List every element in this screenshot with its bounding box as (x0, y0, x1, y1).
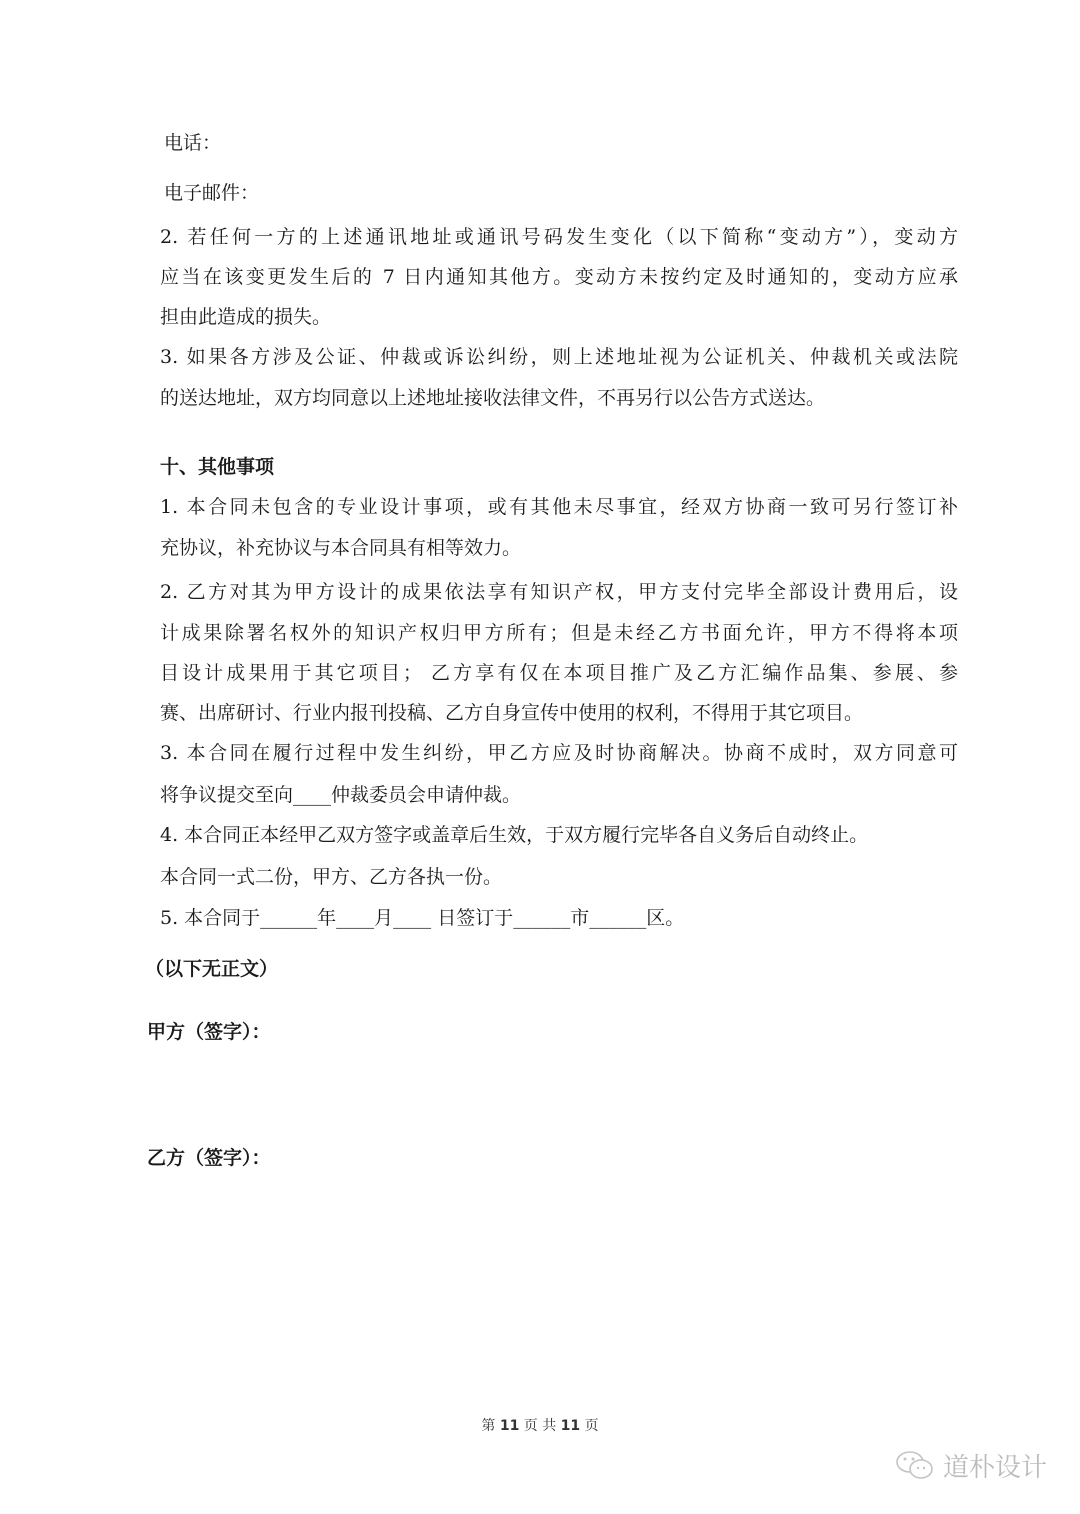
clause-10-2-line: 计成果除署名权外的知识产权归甲方所有；但是未经乙方书面允许，甲方不得将本项 (160, 622, 958, 644)
party-a-signature-label: 甲方（签字）： (147, 1021, 271, 1043)
total-pages: 11 (560, 1418, 581, 1434)
clause-10-2-line: 2. 乙方对其为甲方设计的成果依法享有知识产权，甲方支付完毕全部设计费用后，设 (160, 581, 958, 603)
clause-9-3-line: 的送达地址，双方均同意以上述地址接收法律文件，不再另行以公告方式送达。 (160, 387, 826, 409)
clause-10-1-line: 1. 本合同未包含的专业设计事项，或有其他未尽事宜，经双方协商一致可另行签订补 (160, 496, 958, 518)
page-footer (0, 1415, 1080, 1435)
watermark-text: 道朴设计 (943, 1453, 1048, 1483)
clause-10-3-line: 3. 本合同在履行过程中发生纠纷，甲乙方应及时协商解决。协商不成时，双方同意可 (160, 742, 958, 764)
clause-9-2-line: 2. 若任何一方的上述通讯地址或通讯号码发生变化（以下简称“变动方”），变动方 (160, 226, 958, 248)
clause-10-1-line: 充协议，补充协议与本合同具有相等效力。 (160, 537, 522, 559)
footer-mid: 页 共 (523, 1418, 557, 1434)
clause-10-3-line: 将争议提交至向____仲裁委员会申请仲裁。 (160, 784, 522, 806)
party-b-signature-label: 乙方（签字）： (147, 1147, 271, 1169)
section-10-heading: 十、其他事项 (160, 456, 275, 478)
wechat-icon (895, 1449, 935, 1483)
clause-9-2-line: 担由此造成的损失。 (160, 306, 332, 328)
clause-10-2-line: 目设计成果用于其它项目； 乙方享有仅在本项目推广及乙方汇编作品集、参展、参 (160, 662, 958, 684)
clause-9-2-line: 应当在该变更发生后的 7 日内通知其他方。变动方未按约定及时通知的，变动方应承 (160, 266, 958, 288)
footer-suffix: 页 (584, 1418, 599, 1434)
no-text-below: （以下无正文） (145, 958, 279, 980)
clause-9-3-line: 3. 如果各方涉及公证、仲裁或诉讼纠纷，则上述地址视为公证机关、仲裁机关或法院 (160, 346, 958, 368)
footer-prefix: 第 (481, 1418, 496, 1434)
clause-10-4-line: 本合同一式二份，甲方、乙方各执一份。 (160, 866, 503, 888)
clause-10-2-line: 赛、出席研讨、行业内报刊投稿、乙方自身宣传中使用的权利，不得用于其它项目。 (160, 702, 864, 724)
email-label: 电子邮件： (164, 182, 260, 204)
watermark (895, 1447, 1047, 1484)
current-page: 11 (499, 1418, 520, 1434)
clause-10-5-line: 5. 本合同于______年____月____ 日签订于______市______区。 (160, 907, 685, 929)
phone-label: 电话： (164, 132, 222, 154)
clause-10-4-line: 4. 本合同正本经甲乙双方签字或盖章后生效，于双方履行完毕各自义务后自动终止。 (160, 824, 869, 846)
